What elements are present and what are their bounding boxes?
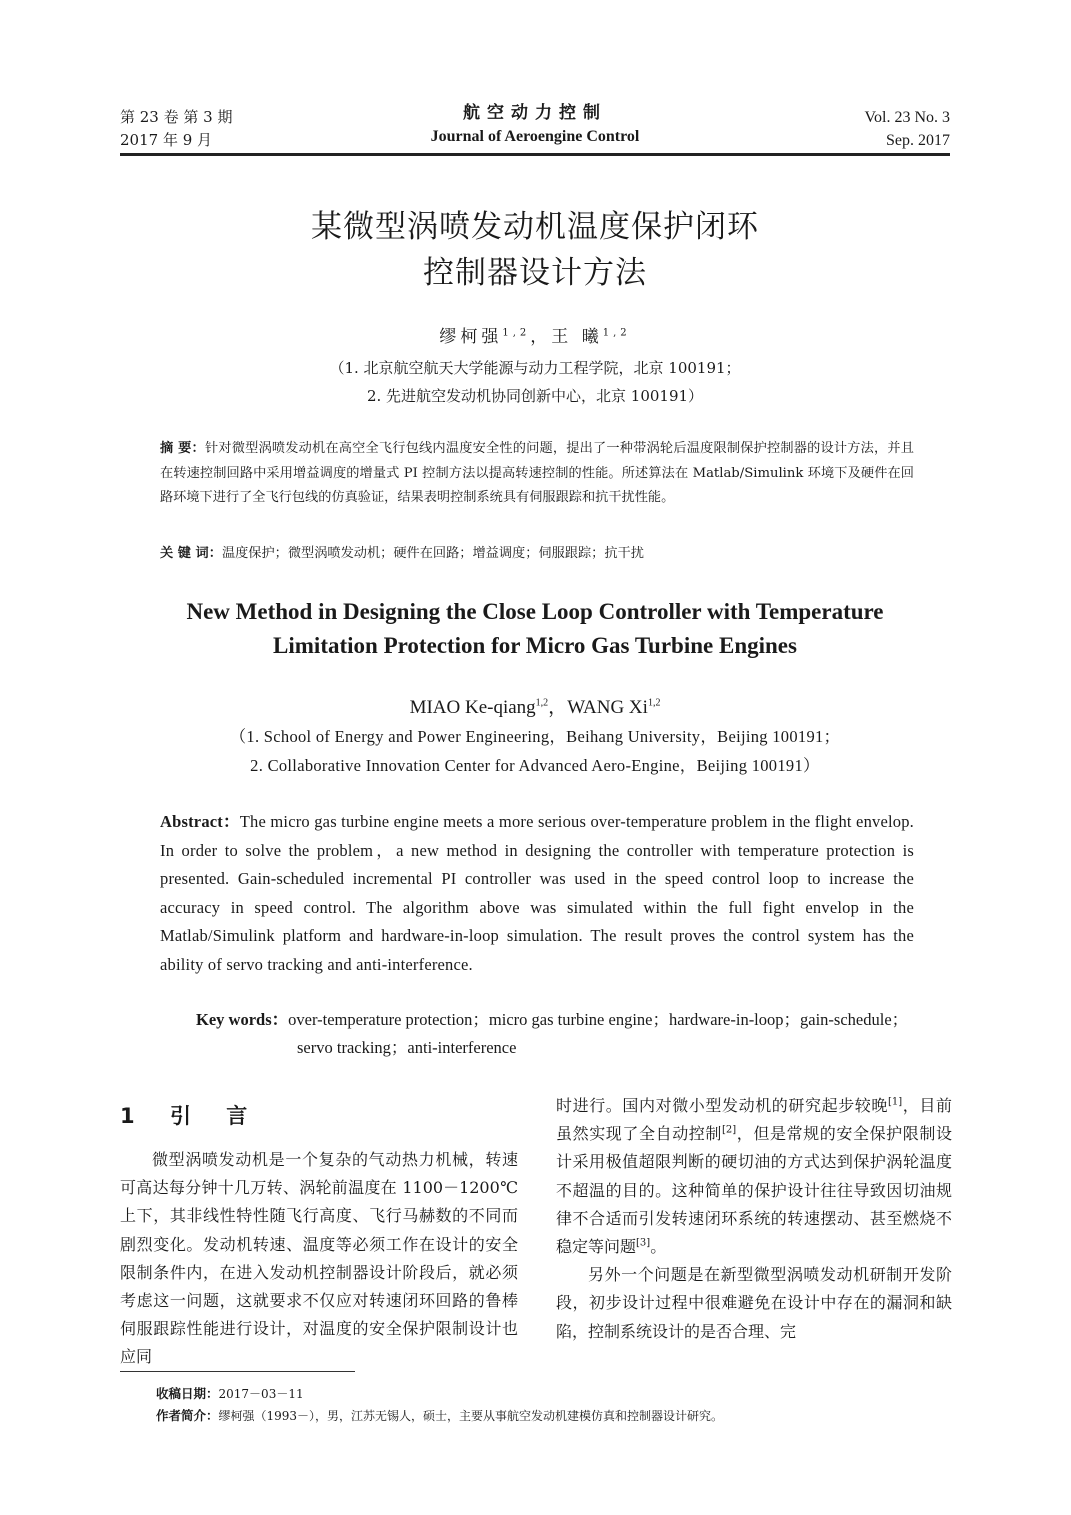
- para-text-b: ，目前虽然实现了全自动控制: [556, 1096, 952, 1144]
- para-text-d: 。: [650, 1237, 667, 1257]
- citation-2[interactable]: [2]: [722, 1124, 737, 1136]
- authors-en: [120, 692, 950, 719]
- footnote-rule: [120, 1371, 355, 1372]
- para-text-c: ，但是常规的安全保护限制设计采用极值超限判断的硬切油的方式达到保护涡轮温度不超温的目的。这种简单的保护设计往往导致因切油规律不合适而引发转速闭环系统的转速摆动、甚至燃烧不稳定等问题: [556, 1124, 952, 1257]
- header-right: [865, 106, 951, 152]
- received-date: [156, 1383, 946, 1405]
- section-title: 引 言: [169, 1104, 262, 1128]
- intro-paragraph-2: 另外一个问题是在新型微型涡喷发动机研制开发阶段，初步设计过程中很难避免在设计中存在的漏洞和缺陷，控制系统设计的是否合理、完: [556, 1265, 952, 1341]
- body-column-left: [120, 1146, 518, 1372]
- para-text-a: 时进行。国内对微小型发动机的研究起步较晚: [556, 1096, 888, 1115]
- abstract-en-text: The micro gas turbine engine meets a more serious over-temperature problem in the flight envelop. In order to solve the problem，a new method in designing the controller with temperature protection is presented. Gain-scheduled incremental PI controller was used in the speed control loop to increase the accuracy in speed control. The algorithm above was simulated within the full fight envelop in the Matlab/Simulink platform and hardware-in-loop simulation. The result proves the control system has the ability of servo tracking and anti-interference.: [160, 812, 914, 974]
- title-cn-line1: 某微型涡喷发动机温度保护闭环: [311, 209, 759, 245]
- intro-paragraph-1-continued: [556, 1092, 952, 1261]
- citation-1[interactable]: [1]: [888, 1096, 903, 1108]
- affiliations-en: [120, 722, 950, 780]
- title-en-line2: Limitation Protection for Micro Gas Turbine Engines: [273, 633, 797, 658]
- date-en: Sep. 2017: [886, 132, 950, 149]
- title-en: [120, 595, 950, 663]
- title-en-line1: New Method in Designing the Close Loop Controller with Temperature: [186, 599, 884, 624]
- keywords-cn-label: 关 键 词：: [160, 546, 222, 561]
- citation-3[interactable]: [3]: [636, 1237, 651, 1249]
- author1-en-affil: 1,2: [535, 697, 549, 709]
- author2-en: WANG Xi: [567, 697, 648, 718]
- author2-cn-affil: 1,2: [602, 327, 631, 339]
- affiliation-cn-1: （1. 北京航空航天大学能源与动力工程学院，北京 100191；: [329, 359, 741, 377]
- volume-issue-cn: 第 23 卷 第 3 期: [120, 108, 233, 126]
- author1-cn-affil: 1,2: [502, 327, 531, 339]
- authors-cn: [120, 322, 950, 347]
- header-left: [120, 106, 232, 152]
- author1-cn: 缪柯强: [439, 327, 503, 347]
- title-cn: [120, 204, 950, 296]
- author1-en: MIAO Ke-qiang: [409, 697, 536, 718]
- section-heading: [120, 1100, 261, 1130]
- author-bio-value: 缪柯强（1993－），男，江苏无锡人，硕士，主要从事航空发动机建模仿真和控制器设计研究。: [218, 1409, 724, 1423]
- abstract-cn-text: 针对微型涡喷发动机在高空全飞行包线内温度安全性的问题，提出了一种带涡轮后温度限制保护控制器的设计方法，并且在转速控制回路中采用增益调度的增量式 PI 控制方法以提高转速控制的性能。所述算法在 Matlab/Simulink 环境下及硬件在回路环境下进行了全飞行包线的仿真验证，结果表明控制系统具有伺服跟踪和抗干扰性能。: [160, 441, 914, 505]
- section-number: 1: [120, 1104, 149, 1128]
- received-label: 收稿日期：: [156, 1386, 219, 1401]
- affiliation-cn-2: 2. 先进航空发动机协同创新中心，北京 100191）: [366, 387, 704, 405]
- body-column-right: [556, 1092, 952, 1346]
- received-value: 2017－03－11: [218, 1387, 304, 1401]
- abstract-en-label: Abstract：: [160, 812, 240, 831]
- author-bio: [156, 1405, 946, 1427]
- date-cn: 2017 年 9 月: [120, 131, 213, 149]
- title-cn-line2: 控制器设计方法: [423, 255, 647, 291]
- author-separator-cn: ，: [530, 327, 552, 347]
- author-bio-label: 作者简介：: [156, 1408, 219, 1423]
- affiliations-cn: [120, 354, 950, 410]
- header-rule: [120, 153, 950, 156]
- author2-cn: 王 曦: [551, 327, 603, 347]
- abstract-cn: [160, 437, 914, 511]
- journal-name-en: Journal of Aeroengine Control: [430, 128, 640, 145]
- keywords-cn-text: 温度保护；微型涡喷发动机；硬件在回路；增益调度；伺服跟踪；抗干扰: [221, 546, 644, 561]
- author-separator-en: ，: [548, 697, 568, 718]
- volume-issue-en: Vol. 23 No. 3: [864, 109, 950, 126]
- affiliation-en-2: 2. Collaborative Innovation Center for Advanced Aero-Engine，Beijing 100191）: [250, 756, 820, 775]
- journal-header: [120, 100, 950, 156]
- abstract-en: [160, 808, 914, 979]
- keywords-en: [196, 1006, 914, 1062]
- affiliation-en-1: （1. School of Energy and Power Engineering，Beihang University，Beijing 100191；: [229, 727, 841, 746]
- keywords-en-label: Key words：: [196, 1010, 289, 1029]
- keywords-en-text: over-temperature protection；micro gas turbine engine；hardware-in-loop；gain-schedule；servo tracking；anti-interference: [288, 1010, 909, 1057]
- abstract-cn-label: 摘 要：: [160, 441, 205, 456]
- intro-paragraph-1: 微型涡喷发动机是一个复杂的气动热力机械，转速可高达每分钟十几万转、涡轮前温度在 1100－1200℃上下，其非线性特性随飞行高度、飞行马赫数的不同而剧烈变化。发动机转速、温度等必须工作在设计的安全限制条件内，在进入发动机控制器设计阶段后，就必须考虑这一问题，这就要求不仅应对转速闭环回路的鲁棒伺服跟踪性能进行设计，对温度的安全保护限制设计也应同: [120, 1150, 518, 1367]
- keywords-cn: [160, 543, 914, 565]
- header-center: [370, 100, 700, 148]
- author2-en-affil: 1,2: [647, 697, 661, 709]
- journal-name-cn: 航空动力控制: [463, 103, 607, 123]
- footnotes: [156, 1383, 946, 1427]
